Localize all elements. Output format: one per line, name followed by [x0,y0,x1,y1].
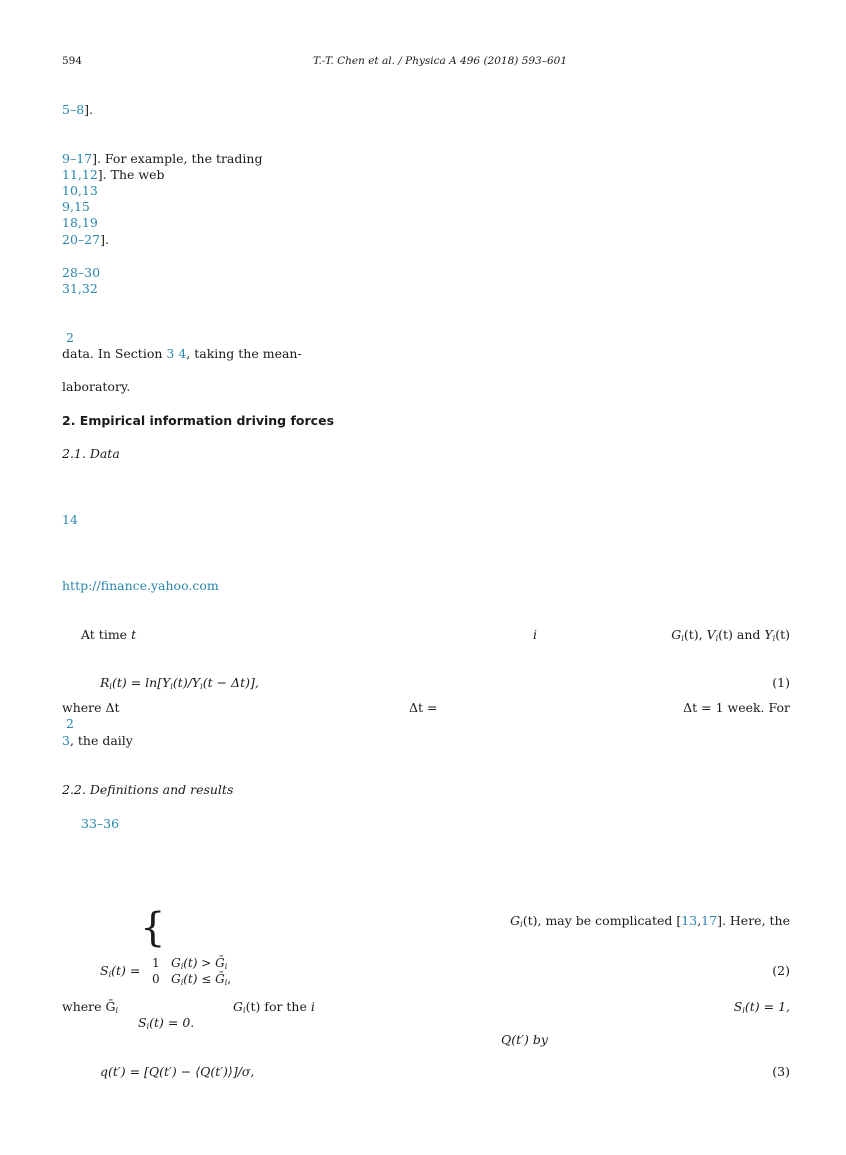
citation-link[interactable]: 2 [66,330,74,345]
text: (t)/Y [172,675,201,690]
text: – [77,232,85,247]
subscript: i [520,920,523,929]
citation-link[interactable]: 17 [76,151,93,166]
math-Y: Y [764,627,773,642]
citation-link[interactable]: 17 [701,913,718,928]
citation-link[interactable]: 33 [81,816,97,831]
subscript: i [224,978,228,987]
math-i: i [310,999,315,1014]
math-V: V [706,627,716,642]
where-dt: where Δt [62,700,120,715]
subscript: i [180,978,184,987]
subscript: i [715,634,719,643]
intro-line-1 [62,102,93,118]
text: ]. The web [97,167,165,182]
text: (t), [683,627,707,642]
intro-line-10 [66,330,74,346]
si-equals-1: $S_i(t) = 1$, [733,999,790,1015]
citation-link[interactable]: 20 [62,232,78,247]
figure-link[interactable]: 3 [62,733,70,748]
subscript: i [109,682,112,691]
text: (t − Δt)], [202,675,259,690]
math-i: i [533,627,537,642]
intro-line-5 [62,199,90,215]
where-gbar [62,999,118,1019]
text: , [227,972,232,986]
daily-line [62,733,133,749]
text: (t′) by [511,1032,548,1047]
citation-link[interactable]: 32 [81,281,98,296]
intro-line-2 [62,151,262,167]
citation-link[interactable]: 15 [73,199,90,214]
text: data. In Section [62,346,167,361]
citation-link[interactable]: 11 [62,167,78,182]
citation-link[interactable]: 10 [62,183,78,198]
si-equals-0: $S_i(t) = 0$. [138,1015,195,1031]
subscript: i [681,634,684,643]
text: , [69,199,74,214]
section-link[interactable]: 4 [178,346,187,361]
equation-number-2: (2) [772,963,790,978]
citation-link[interactable]: 18 [62,215,78,230]
gi-for-text: $G_i(t)$ for the i [233,999,315,1015]
text: (t) ≤ Ḡ [183,972,225,986]
dt-equals: Δt = [409,700,438,715]
text: ]. Here, the [717,913,790,928]
equation-2-case-1: 1 $G_i(t)$ > Ḡ$_i$ [152,956,228,971]
subsection-heading-definitions: 2.2. Definitions and results [62,782,234,797]
subsection-heading-data: 2.1. Data [62,446,120,461]
text: , [77,183,82,198]
text: At time [81,627,132,642]
text: (t) = [111,963,141,978]
citation-link[interactable]: 31 [62,281,78,296]
text: ]. For example, the trading [92,151,263,166]
text: , [77,215,82,230]
at-time-text [81,627,136,643]
subscript: i [146,1022,150,1031]
subscript: i [772,634,776,643]
gvy-text [671,627,790,647]
subscript: i [742,1006,745,1015]
text: ]. [84,102,94,117]
text: , [77,167,82,182]
equation-2-brace: { [140,905,166,951]
section-link[interactable]: 3 [166,346,175,361]
citation-link[interactable]: 9 [62,151,70,166]
page-number: 594 [62,55,83,67]
citation-link[interactable]: 9 [62,199,70,214]
intro-line-11 [62,346,302,362]
ref-line-2 [66,716,74,732]
g-complicated-text [510,913,790,933]
text: (t) for the [245,999,311,1014]
subscript: i [108,970,112,979]
text: , taking the mean- [186,346,302,361]
intro-line-4 [62,183,98,199]
citation-link[interactable]: 36 [103,816,120,831]
citation-link[interactable]: 28 [62,265,78,280]
subscript: i [180,962,184,971]
text: 1 [152,956,160,970]
text: (t) > Ḡ [183,956,225,970]
equation-3: q(t′) = [Q(t′) − ⟨Q(t′)⟩]/σ, [100,1064,255,1079]
text: (t) [775,627,790,642]
intro-line-3 [62,167,164,183]
intro-line-12: laboratory. [62,379,131,394]
text: ]. [100,232,109,247]
citation-link[interactable]: 12 [81,167,98,182]
equation-1 [100,675,259,695]
running-title: T.-T. Chen et al. / Physica A 496 (2018) 593–601 [313,55,568,67]
intro-line-8 [62,265,100,281]
citation-link[interactable]: 27 [84,232,101,247]
text: , [77,281,82,296]
refs-33-36 [81,816,119,832]
subscript: i [243,1006,246,1015]
text: (t) = 0. [149,1015,195,1030]
math-G: G [510,913,521,928]
text: – [69,151,77,166]
equation-2-case-2: 0 $G_i(t)$ ≤ Ḡ$_i$, [152,972,232,987]
equation-number-3: (3) [772,1064,790,1079]
intro-line-9 [62,281,98,297]
source-url-link[interactable]: http://finance.yahoo.com [62,578,219,593]
text: (t) = ln[Y [111,675,171,690]
section-heading: 2. Empirical information driving forces [62,413,335,428]
text: , the daily [69,733,133,748]
intro-line-6 [62,215,98,231]
subscript: i [224,962,228,971]
figure-link[interactable]: 2 [66,716,74,731]
intro-line-7 [62,232,109,248]
subscript: i [170,682,173,691]
equation-2-lhs: $S_i(t)$ = [100,963,141,979]
citation-link[interactable]: 5–8 [62,102,85,117]
citation-link[interactable]: 30 [84,265,101,280]
subscript: i [200,682,203,691]
text: (t), may be complicated [ [522,913,682,928]
text: R [100,675,110,690]
text: 0 [152,972,160,986]
citation-link[interactable]: 19 [81,215,98,230]
citation-link[interactable]: 13 [681,913,698,928]
text: (t) and [718,627,765,642]
text: , [697,913,702,928]
text: – [96,816,104,831]
equation-number-1: (1) [772,675,790,690]
math-G: G [671,627,682,642]
text: where Ḡ [62,999,116,1014]
text: – [77,265,85,280]
subscript: i [115,1006,119,1015]
dt-week: Δt = 1 week. For [683,700,790,715]
data-ref-line [62,512,78,528]
text: (t) = 1, [744,999,790,1014]
url-line [62,578,219,594]
citation-link[interactable]: 13 [81,183,98,198]
q-by-text: Q(t′) by [501,1032,548,1047]
citation-link[interactable]: 14 [62,512,78,527]
math-t: t [131,627,137,642]
